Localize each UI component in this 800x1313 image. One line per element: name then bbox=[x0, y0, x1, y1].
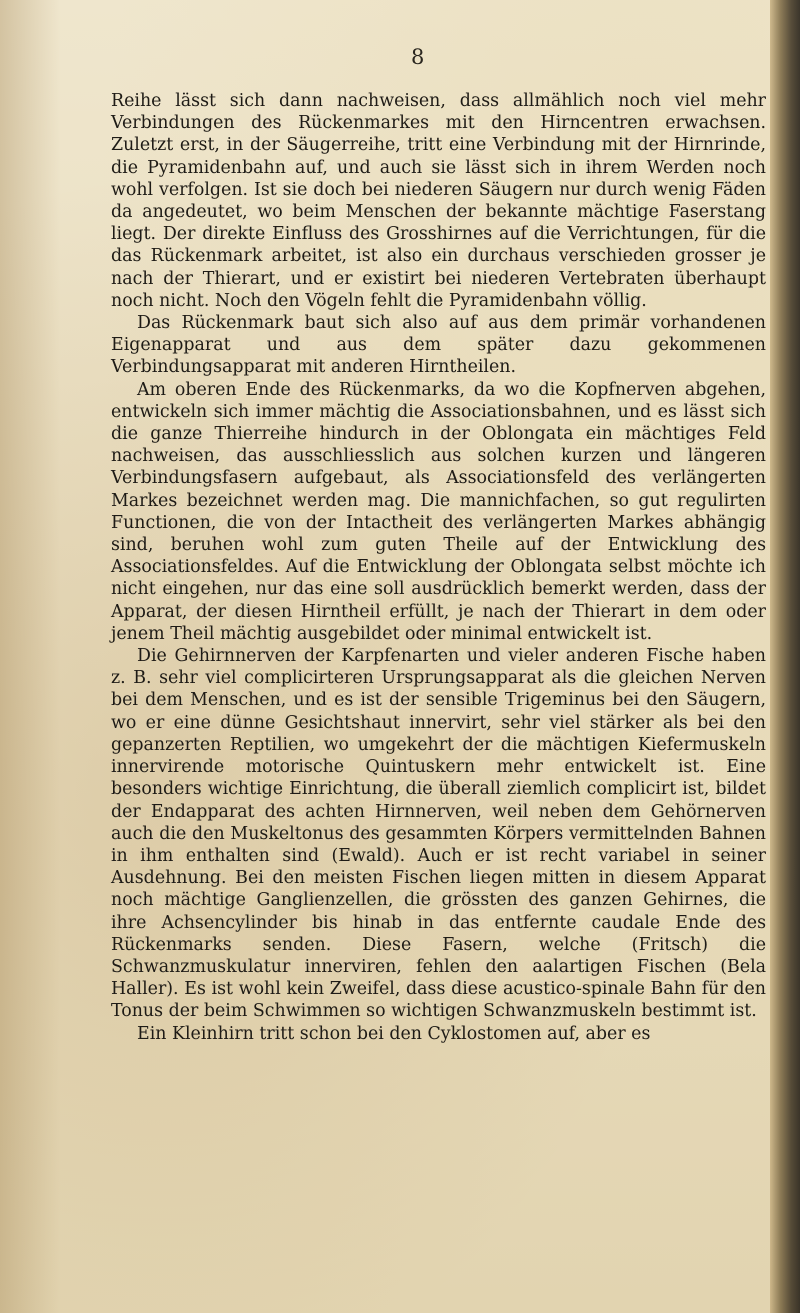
paragraph: Das Rückenmark baut sich also auf aus dem primär vorhandenen Eigenapparat und aus dem später dazu gekommenen Verbindungsapparat mit anderen Hirntheilen. bbox=[111, 313, 766, 378]
paragraph: Am oberen Ende des Rückenmarks, da wo die Kopfnerven abgehen, entwickeln sich immer mächtig die Associationsbahnen, und es lässt sich die ganze Thierreihe hindurch in der Oblongata ein mächtiges Feld nachweisen, das ausschliesslich aus solchen kurzen und längeren Verbindungsfasern aufgebaut, als Associationsfeld des verlängerten Markes bezeichnet werden mag. Die mannichfachen, so gut regulirten Functionen, die von der Intactheit des verlängerten Markes abhängig sind, beruhen wohl zum guten Theile auf der Entwicklung des Associationsfeldes. Auf die Entwicklung der Oblongata selbst möchte ich nicht eingehen, nur das eine soll ausdrücklich bemerkt werden, dass der Apparat, der diesen Hirntheil erfüllt, je nach der Thierart in dem oder jenem Theil mächtig ausgebildet oder minimal entwickelt ist. bbox=[111, 379, 766, 644]
paragraph: Die Gehirnnerven der Karpfenarten und vieler anderen Fische haben z. B. sehr viel complicirteren Ursprungsapparat als die gleichen Nerven bei dem Menschen, und es ist der sensible Trigeminus bei den Säugern, wo er eine dünne Gesichtshaut innervirt, sehr viel stärker als bei den gepanzerten Reptilien, wo umgekehrt der die mächtigen Kiefermuskeln innervirende motorische Quintuskern mehr entwickelt ist. Eine besonders wichtige Einrichtung, die überall ziemlich complicirt ist, bildet der Endapparat des achten Hirnnerven, weil neben dem Gehörnerven auch die den Muskeltonus des gesammten Körpers vermittelnden Bahnen in ihm enthalten sind (Ewald). Auch er ist recht variabel in seiner Ausdehnung. Bei den meisten Fischen liegen mitten in diesem Apparat noch mächtige Ganglienzellen, die grössten des ganzen Gehirnes, die ihre Achsencylinder bis hinab in das entfernte caudale Ende des Rückenmarks senden. Diese Fasern, welche (Fritsch) die Schwanzmuskulatur innerviren, fehlen den aalartigen Fischen (Bela Haller). Es ist wohl kein Zweifel, dass diese acustico-spinale Bahn für den Tonus der beim Schwimmen so wichtigen Schwanzmuskeln bestimmt ist. bbox=[111, 646, 766, 1022]
paragraph: Reihe lässt sich dann nachweisen, dass allmählich noch viel mehr Verbindungen des Rückenmarkes mit den Hirncentren erwachsen. Zuletzt erst, in der Säugerreihe, tritt eine Verbindung mit der Hirnrinde, die Pyramidenbahn auf, und auch sie lässt sich in ihrem Werden noch wohl verfolgen. Ist sie doch bei niederen Säugern nur durch wenig Fäden da angedeutet, wo beim Menschen der bekannte mächtige Faserstang liegt. Der direkte Einfluss des Grosshirnes auf die Verrichtungen, für die das Rückenmark arbeitet, ist also ein durchaus verschieden grosser je nach der Thierart, und er existirt bei niederen Vertebraten überhaupt noch nicht. Noch den Vögeln fehlt die Pyramidenbahn völlig. bbox=[111, 91, 766, 311]
page-shading bbox=[0, 0, 60, 1313]
body-text bbox=[111, 90, 766, 1045]
paragraph: Ein Kleinhirn tritt schon bei den Cyklostomen auf, aber es bbox=[137, 1023, 651, 1044]
page-number: 8 bbox=[411, 45, 426, 69]
book-spine-edge bbox=[770, 0, 800, 1313]
